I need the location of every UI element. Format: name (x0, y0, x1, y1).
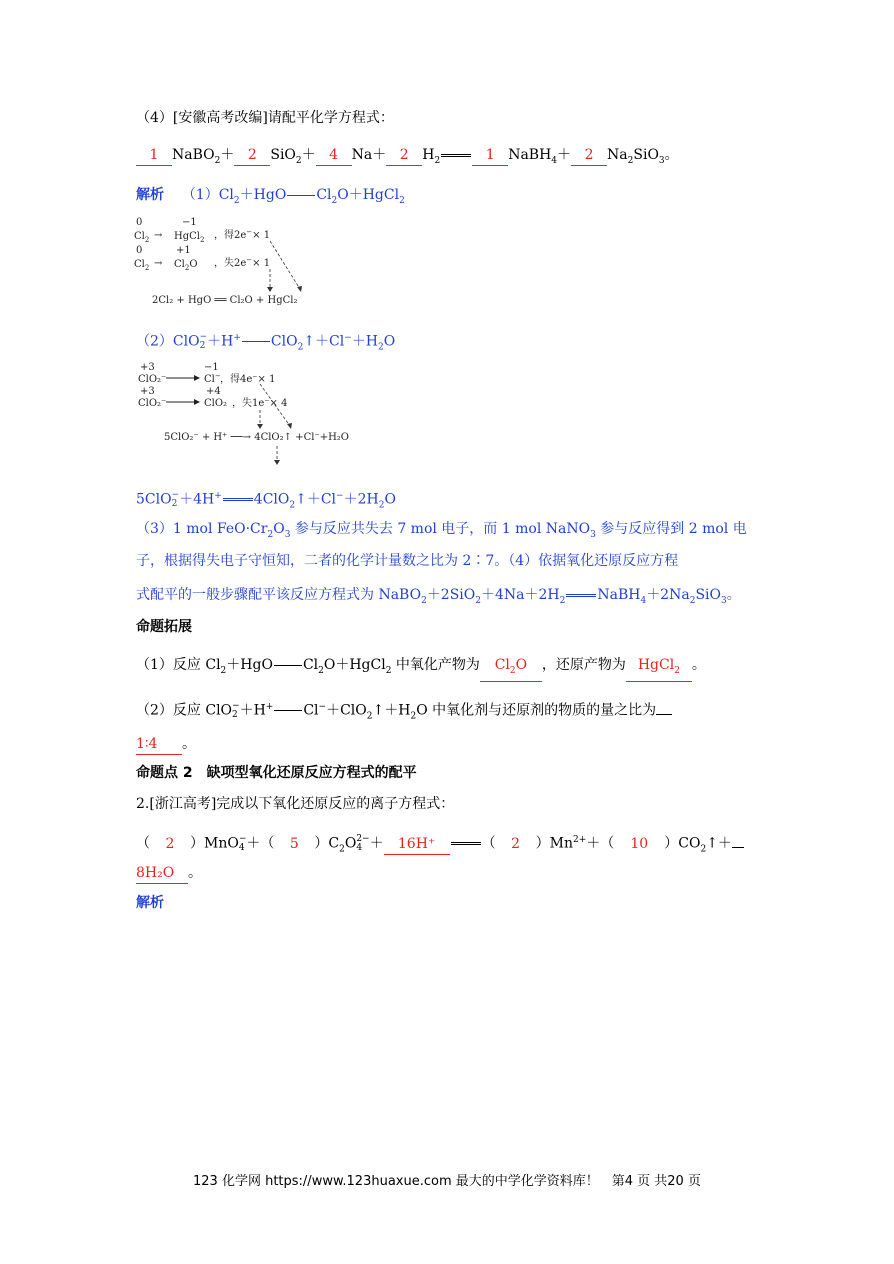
plus: ＋ (557, 147, 572, 163)
answer-blank: 4 (316, 145, 352, 166)
eq-part: ClO (270, 333, 298, 350)
eq-sub: 2 (233, 195, 240, 206)
answer-blank: HgCl$_2$ (626, 655, 692, 682)
q2-equation: （ 2 ）MnO − 4 ＋（ 5 ）$C_2O$ 2− 4 ＋ 16H⁺ （ 2 ）$Mn^{2+}+$（ 10 ）$CO_2↑+$ (136, 830, 744, 859)
answer-blank: 8H₂O (136, 863, 188, 884)
eq-sup: − (171, 489, 180, 500)
diag-final-eq: 2Cl₂ + HgO ══ Cl₂O + HgCl₂ (152, 295, 298, 306)
electron-transfer-diagram-2 (132, 362, 352, 472)
eq-part: O＋HgCl (337, 187, 400, 203)
formula-sub: 2 (214, 155, 221, 166)
analysis-eq3 (136, 486, 396, 515)
eq-sup: + (233, 333, 241, 343)
answer-blank: 2 (234, 145, 270, 166)
diag-product: Cl− (204, 372, 221, 385)
eq-sup: − (336, 491, 344, 501)
eq-sup: + (214, 491, 222, 501)
eq-sub: 2 (171, 498, 178, 509)
arrow: → (154, 230, 163, 241)
answer-blank: 2 (571, 145, 607, 166)
answer-coef: 2 (165, 835, 175, 852)
eq-sup: − (344, 333, 352, 343)
analysis-eq1 (136, 185, 405, 211)
eq-part: ↑＋Cl (303, 333, 345, 350)
extension-q2: （2）反应 ClO − 2 ＋H+ $Cl^-+ClO_2↑+H_2O$ 中氧化剂与还原剂的物质的量之比为 (136, 697, 672, 726)
equals-sign (451, 842, 481, 845)
eq-sub: 2 (199, 340, 206, 351)
formula-part: SiO (633, 147, 659, 163)
formula-sub: 3 (658, 155, 665, 166)
q2-answer-line: 8H₂O 。 (136, 863, 202, 884)
answer-coef: 2 (511, 835, 521, 852)
answer-blank-start (656, 714, 672, 715)
formula-sub: 2 (627, 155, 634, 166)
period: 。 (664, 147, 679, 163)
diag-reactant: ClO₂⁻ (138, 374, 167, 385)
answer-blank-start (732, 847, 744, 848)
formula-sub: 4 (551, 155, 558, 166)
analysis-para-line1: （3）1 mol $FeO\cdot Cr_2O_3$ 参与反应共失去 7 mol 电子，而 1 mol NaNO$_3$ 参与反应得到 2 mol 电 (136, 521, 747, 540)
eq-part: O (384, 491, 396, 508)
equals-sign (223, 498, 253, 501)
answer-blank: 1 (136, 145, 172, 166)
ox-number: +4 (206, 386, 221, 397)
eq-sub: 2 (289, 500, 296, 511)
eq-part: ＋2H (343, 491, 379, 508)
diag-product: HgCl$_2$ (174, 231, 205, 244)
section-title-extension: 命题拓展 (136, 619, 192, 635)
diag-reactant: $Cl_2$ (134, 259, 150, 272)
answer-coef: 10 (630, 835, 649, 852)
ox-number: +3 (140, 362, 155, 373)
eq-part: ↑＋Cl (295, 491, 337, 508)
equals-sign (441, 154, 471, 157)
analysis-para-line3: 式配平的一般步骤配平该反应方程式为 $NaBO_2+2SiO_2+4Na+2H_2$ $NaBH_4+2Na_2SiO_3$。 (136, 587, 741, 606)
q2-prompt: 2.[浙江高考]完成以下氧化还原反应的离子方程式： (136, 796, 455, 812)
formula-part: H (422, 147, 435, 163)
formula-part: SiO (270, 147, 296, 163)
q4-prompt: （4）[安徽高考改编]请配平化学方程式： (136, 110, 394, 126)
reaction-line (274, 710, 302, 711)
plus: ＋ (220, 147, 235, 163)
eq-part: （2）ClO (136, 333, 200, 350)
answer-blank: 1 (472, 145, 508, 166)
diag-note: ，失2e−× 1 (214, 256, 271, 269)
eq-part: 5ClO (136, 491, 172, 508)
ox-number: +1 (176, 245, 191, 256)
ox-number: 0 (136, 217, 143, 228)
reaction-line (242, 341, 270, 342)
eq-part: ＋H (207, 333, 234, 350)
page-footer: 123 化学网 https://www.123huaxue.com 最大的中学化学资料库！ 第4 页 共20 页 (193, 1174, 701, 1189)
formula-part: NaBH (508, 147, 552, 163)
formula-part: Na＋ (351, 147, 387, 163)
diag-product: ClO₂ (204, 398, 228, 409)
eq-sub: 2 (399, 195, 405, 206)
arrow: → (154, 258, 163, 269)
equals-sign (566, 594, 596, 597)
analysis-para-line2: 子，根据得失电子守恒知，二者的化学计量数之比为 2∶7。（4）依据氧化还原反应方程 (136, 553, 679, 569)
formula-part: NaBO (172, 147, 215, 163)
formula-sub: 2 (295, 155, 302, 166)
formula-sub: 2 (434, 155, 441, 166)
eq-sup: − (199, 331, 208, 342)
ox-number: 0 (136, 245, 143, 256)
plus: ＋ (301, 147, 316, 163)
eq-part: O (383, 333, 396, 350)
formula-part: Na (607, 147, 628, 163)
eq-part: ＋H (351, 333, 378, 350)
diag-final-eq: 5ClO₂⁻ + H⁺ ──→ 4ClO₂↑ +Cl⁻+H₂O (164, 432, 349, 443)
answer-blank: 2 (386, 145, 422, 166)
electron-transfer-diagram-1 (132, 215, 352, 310)
diag-product: $Cl_2O$ (174, 259, 198, 272)
analysis-label-2: 解析 (136, 895, 164, 911)
eq-sub: 2 (378, 500, 385, 511)
extension-q2-answer: 1∶4 。 (136, 734, 196, 755)
section-title-point2: 命题点 2 缺项型氧化还原反应方程式的配平 (136, 765, 417, 781)
answer-blank: 1∶4 (136, 734, 182, 755)
ox-number: −1 (204, 362, 219, 373)
reaction-line (274, 665, 302, 666)
analysis-eq2 (136, 328, 395, 357)
eq-part: ＋HgO (239, 187, 287, 203)
reaction-line (287, 195, 315, 196)
answer-coef: 5 (289, 835, 299, 852)
eq-part: Cl (316, 187, 332, 203)
q4-equation (136, 145, 679, 171)
eq-part: ＋4H (179, 491, 215, 508)
eq-sub: 2 (377, 342, 384, 353)
analysis-label: 解析 (136, 187, 164, 203)
eq-sub: 2 (331, 195, 338, 206)
diag-note: ，失1e⁻× 4 (232, 398, 288, 409)
diag-note: ，得4e⁻× 1 (220, 374, 276, 385)
extension-q1: （1）反应 $Cl_2+HgO$ $Cl_2O+HgCl_2$ 中氧化产物为 $Cl_2O$ ，还原产物为 HgCl$_2$ 。 (136, 655, 706, 682)
eq-sub: 2 (297, 342, 304, 353)
diag-note: ，得2e−× 1 (214, 228, 271, 241)
answer-blank: 16H⁺ (384, 834, 450, 855)
ox-number: −1 (182, 217, 197, 228)
eq-part: 4ClO (253, 491, 290, 508)
diag-reactant: $Cl_2$ (134, 231, 150, 244)
answer-blank: $Cl_2O$ (480, 655, 542, 682)
eq-part: （1）Cl (181, 187, 234, 203)
ox-number: +3 (140, 386, 155, 397)
diag-reactant: ClO₂⁻ (138, 398, 167, 409)
